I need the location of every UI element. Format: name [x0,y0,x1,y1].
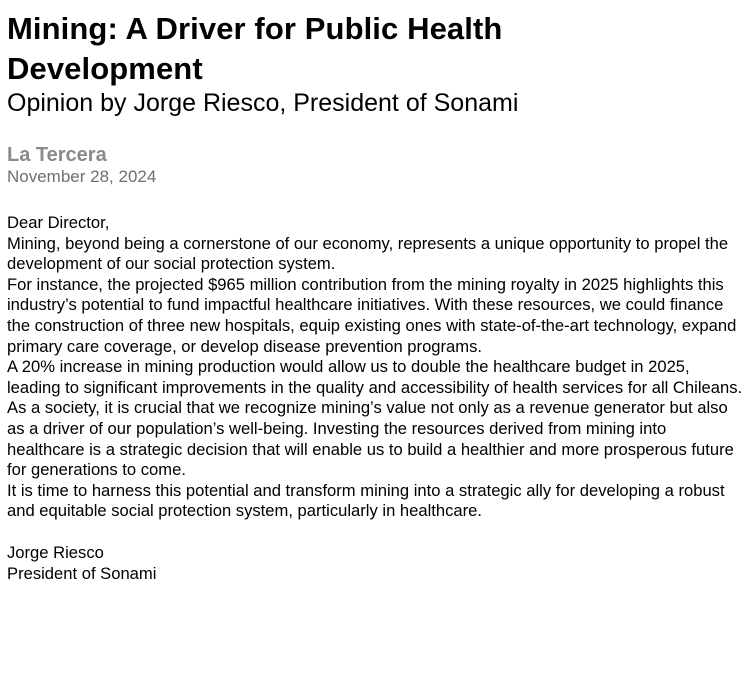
article-meta [7,144,744,187]
salutation: Dear Director, [7,213,110,232]
paragraph-1: Mining, beyond being a cornerstone of our economy, represents a unique opportunity to propel the development of our social protection system. [7,233,729,274]
publication-date: November 28, 2024 [7,167,157,186]
article-title [7,9,744,89]
signature-title: President of Sonami [7,563,157,583]
paragraph-5: It is time to harness this potential and transform mining into a strategic ally for developing a robust and equitable social protection system, particularly in healthcare. [7,480,725,521]
paragraph-4: As a society, it is crucial that we recognize mining’s value not only as a revenue generator but also as a driver of our population’s well-being. Investing the resources derived from mining into healthcare is a strategic decision that will enable us to build a healthier and more prosperous future for generations to come. [7,398,734,480]
letter-body [7,213,744,522]
signature-block [7,543,744,584]
article-subtitle: Opinion by Jorge Riesco, President of Sonami [7,89,519,117]
signature-name: Jorge Riesco [7,542,104,562]
paragraph-2: For instance, the projected $965 million contribution from the mining royalty in 2025 highlights this industry’s potential to fund impactful healthcare initiatives. With these resources, we could finance the construction of three new hospitals, equip existing ones with state-of-the-art technology, expand primary care coverage, or develop disease prevention programs. [7,274,737,356]
article-title-line-1: Mining: A Driver for Public Health [7,11,503,46]
article-title-line-2: Development [7,51,203,86]
publication-source: La Tercera [7,144,107,166]
paragraph-3: A 20% increase in mining production would allow us to double the healthcare budget in 2025, leading to significant improvements in the quality and accessibility of health services for all Chileans. [7,357,743,397]
